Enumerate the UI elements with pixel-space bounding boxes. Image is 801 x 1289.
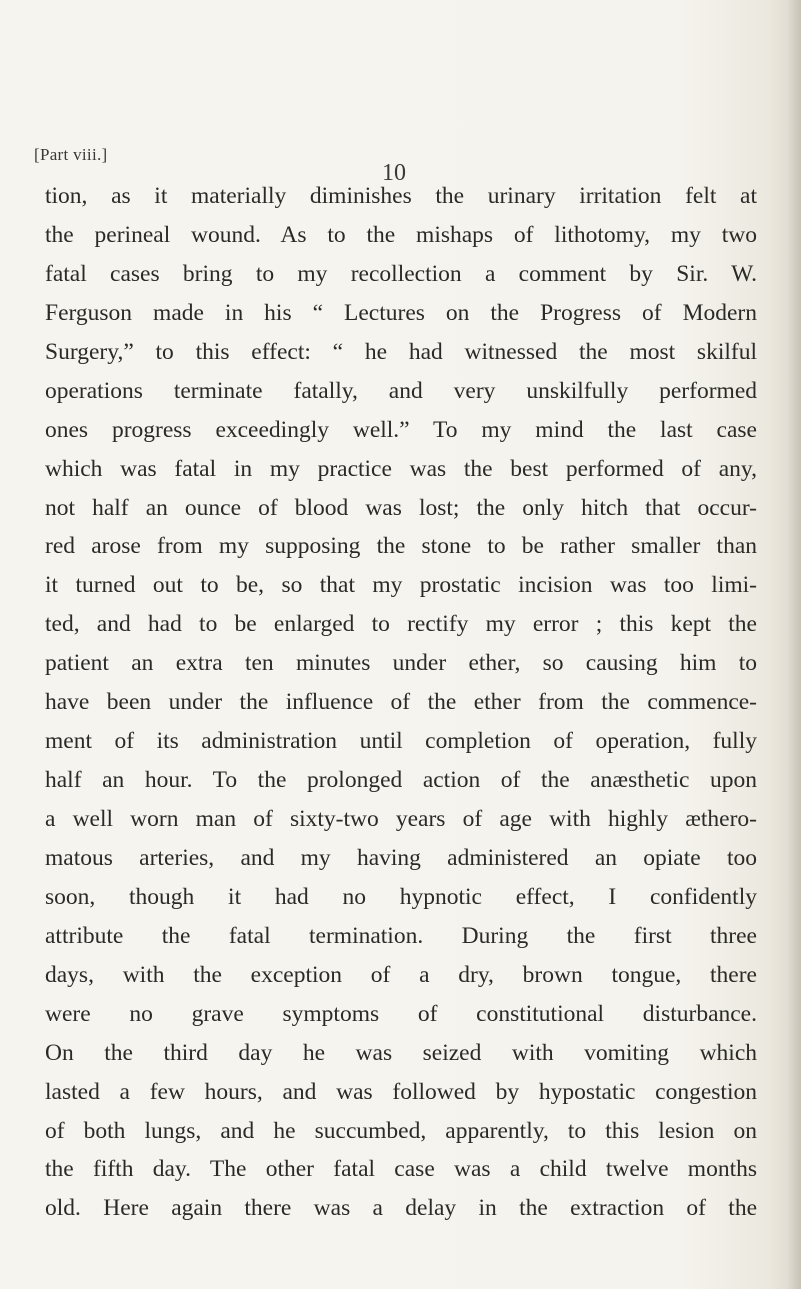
text-line: a well worn man of sixty-two years of age with highly æthero-: [45, 806, 757, 832]
text-line: patient an extra ten minutes under ether, so causing him to: [45, 650, 757, 677]
text-line: the fifth day. The other fatal case was a child twelve months: [45, 1156, 757, 1183]
page-number: 10: [382, 160, 406, 186]
text-line: ment of its administration until completion of operation, fully: [45, 728, 757, 755]
part-label: [Part viii.]: [34, 145, 108, 164]
text-line: of both lungs, and he succumbed, apparently, to this lesion on: [45, 1117, 757, 1144]
text-line: which was fatal in my practice was the best performed of any,: [45, 455, 757, 482]
text-line: operations terminate fatally, and very unskilfully performed: [45, 377, 757, 404]
text-line: were no grave symptoms of constitutional disturbance.: [45, 1000, 757, 1027]
text-line: it turned out to be, so that my prostatic incision was too limi-: [45, 572, 757, 599]
text-line: On the third day he was seized with vomiting which: [45, 1039, 757, 1066]
body-text: [45, 177, 757, 1228]
text-line: fatal cases bring to my recollection a comment by Sir. W.: [45, 260, 757, 287]
text-line: soon, though it had no hypnotic effect, I confidently: [45, 883, 757, 910]
text-line: old. Here again there was a delay in the extraction of the: [45, 1195, 757, 1222]
text-line: attribute the fatal termination. During the first three: [45, 922, 757, 949]
text-line: days, with the exception of a dry, brown tongue, there: [45, 961, 757, 988]
text-line: not half an ounce of blood was lost; the only hitch that occur-: [45, 494, 757, 521]
text-line: matous arteries, and my having administered an opiate too: [45, 844, 757, 871]
page-edge-shadow: [787, 0, 801, 1289]
text-line: Ferguson made in his “ Lectures on the Progress of Modern: [45, 299, 757, 326]
text-line: have been under the influence of the ether from the commence-: [45, 689, 757, 716]
text-line: ted, and had to be enlarged to rectify my error ; this kept the: [45, 611, 757, 638]
text-line: ones progress exceedingly well.” To my mind the last case: [45, 416, 757, 443]
text-line: half an hour. To the prolonged action of the anæsthetic upon: [45, 767, 757, 794]
text-line: red arose from my supposing the stone to be rather smaller than: [45, 533, 757, 560]
text-line: the perineal wound. As to the mishaps of lithotomy, my two: [45, 221, 757, 248]
text-line: lasted a few hours, and was followed by hypostatic congestion: [45, 1078, 757, 1105]
text-line: Surgery,” to this effect: “ he had witnessed the most skilful: [45, 338, 757, 365]
text-line: tion, as it materially diminishes the urinary irritation felt at: [45, 183, 757, 209]
